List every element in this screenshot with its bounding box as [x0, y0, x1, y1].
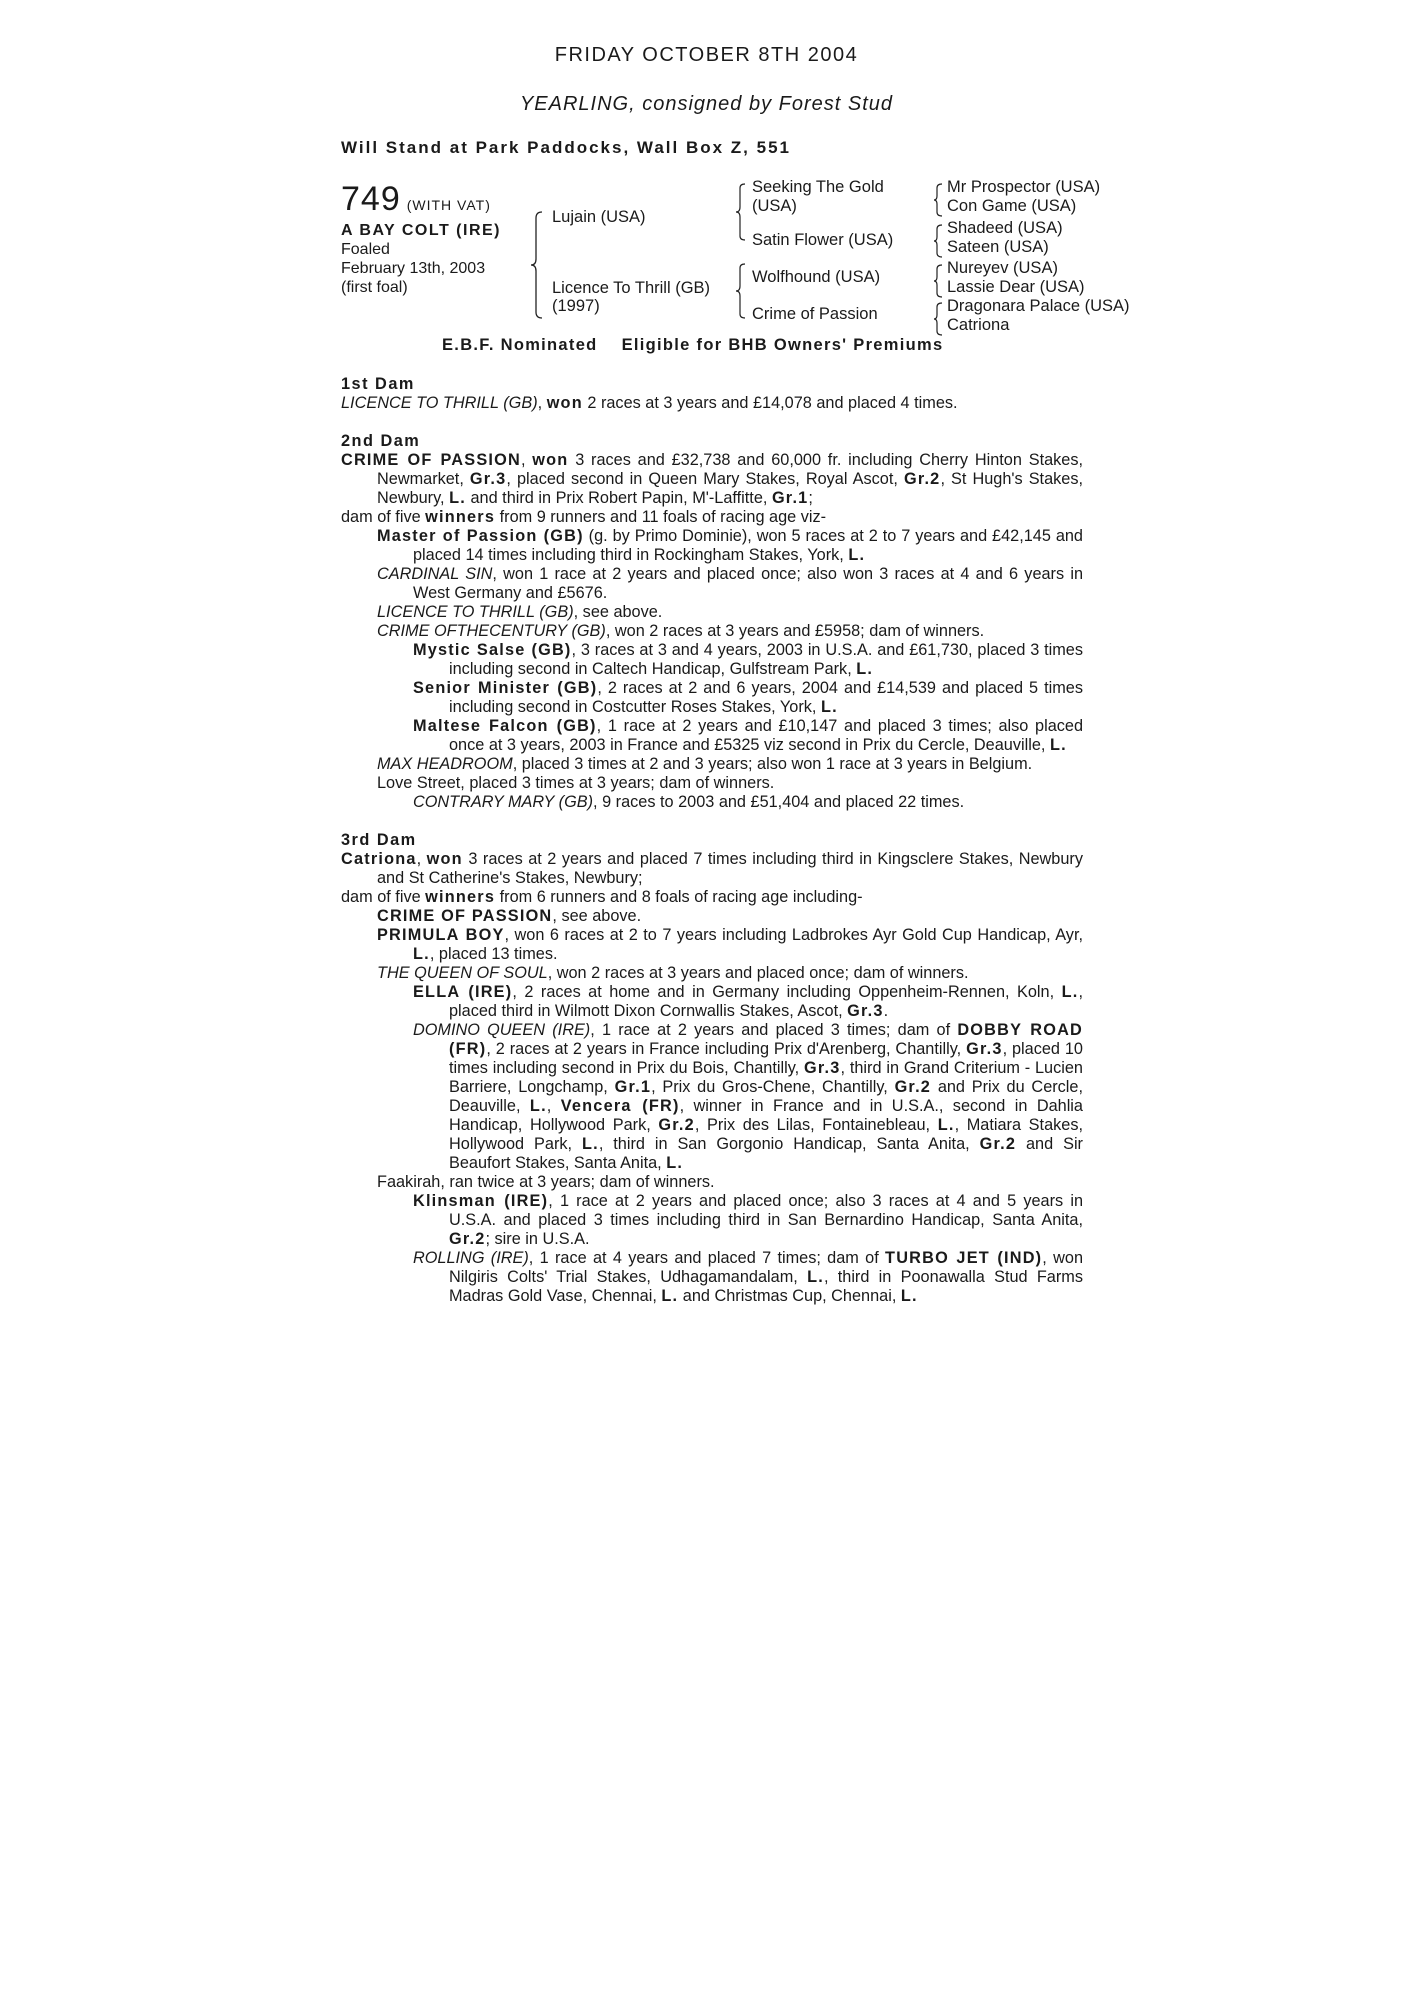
lot-number-line: [341, 180, 491, 219]
brace-dam-icon: [735, 262, 747, 320]
produce-mystic-salse: Mystic Salse (GB), 3 races at 3 and 4 years, 2003 in U.S.A. and £61,730, placed 3 times including second in Caltech Handicap, Gulfstream Park, L.: [413, 641, 1083, 678]
stand-location: Will Stand at Park Paddocks, Wall Box Z, 551: [341, 138, 791, 157]
produce-love-street: Love Street, placed 3 times at 3 years; dam of winners.: [377, 774, 775, 792]
great-grandsire-2: Shadeed (USA): [947, 219, 1063, 237]
brace-g78-icon: [933, 301, 943, 337]
sale-date: FRIDAY OCTOBER 8TH 2004: [554, 44, 859, 66]
third-dam-name: Catriona: [341, 850, 417, 868]
produce-crime-of-passion: CRIME OF PASSION, see above.: [377, 907, 642, 925]
second-dam-heading: 2nd Dam: [341, 432, 421, 450]
produce-rolling: ROLLING (IRE), 1 race at 4 years and placed 7 times; dam of TURBO JET (IND), won Nilgiris Colts' Trial Stakes, Udhagamandalam, L., third in Poonawalla Stud Farms Madras Gold Vase, Chennai, L. and Christmas Cup, Chennai, L.: [413, 1249, 1083, 1305]
sire-sire-name: Seeking The Gold: [752, 178, 884, 196]
produce-maltese-falcon: Maltese Falcon (GB), 1 race at 2 years and £10,147 and placed 3 times; also placed once at 3 years, 2003 in France and £5325 viz second in Prix du Cercle, Deauville, L.: [413, 717, 1083, 754]
produce-faakirah: Faakirah, ran twice at 3 years; dam of winners.: [377, 1173, 715, 1191]
produce-master-of-passion: Master of Passion (GB) (g. by Primo Dominie), won 5 races at 2 to 7 years and £42,145 and placed 14 times including third in Rockingham Stakes, York, L.: [377, 527, 1083, 564]
dam-name: Licence To Thrill (GB): [552, 279, 711, 297]
produce-the-queen-of-soul: THE QUEEN OF SOUL, won 2 races at 3 years and placed once; dam of winners.: [377, 964, 969, 982]
first-dam-entry: LICENCE TO THRILL (GB), won 2 races at 3 years and £14,078 and placed 4 times.: [341, 394, 958, 412]
produce-klinsman: Klinsman (IRE), 1 race at 2 years and placed once; also 3 races at 4 and 5 years in U.S.A. and placed 3 times including third in San Bernardino Handicap, Santa Anita, Gr.2; sire in U.S.A.: [413, 1192, 1083, 1248]
brace-g56-icon: [933, 263, 943, 299]
produce-licence-to-thrill: LICENCE TO THRILL (GB), see above.: [377, 603, 663, 621]
eligibility-line: [442, 336, 943, 355]
produce-domino-queen: DOMINO QUEEN (IRE), 1 race at 2 years and placed 3 times; dam of DOBBY ROAD (FR), 2 races at 2 years in France including Prix d'Arenberg, Chantilly, Gr.3, placed 10 times including second in Prix du Bois, Chantilly, Gr.3, third in Grand Criterium - Lucien Barriere, Longchamp, Gr.1, Prix du Gros-Chene, Chantilly, Gr.2 and Prix du Cercle, Deauville, L., Vencera (FR), winner in France and in U.S.A., second in Dahlia Handicap, Hollywood Park, Gr.2, Prix des Lilas, Fontainebleau, L., Matiara Stakes, Hollywood Park, L., third in San Gorgonio Handicap, Santa Anita, Gr.2 and Sir Beaufort Stakes, Santa Anita, L.: [413, 1021, 1084, 1172]
brace-sire-icon: [735, 182, 747, 242]
dam-sire-name: Wolfhound (USA): [752, 268, 881, 286]
great-grandsire-3: Nureyev (USA): [947, 259, 1058, 277]
great-granddam-2: Sateen (USA): [947, 238, 1049, 256]
great-grandsire-4: Dragonara Palace (USA): [947, 297, 1130, 315]
second-dam-name: CRIME OF PASSION: [341, 451, 521, 469]
produce-primula-boy: PRIMULA BOY, won 6 races at 2 to 7 years including Ladbrokes Ayr Gold Cup Handicap, Ayr, L., placed 13 times.: [377, 926, 1083, 963]
dam-dam-name: Crime of Passion: [752, 305, 878, 323]
catalogue-body: [341, 375, 1083, 1306]
bhb-eligible: Eligible for BHB Owners' Premiums: [621, 336, 944, 354]
third-dam-heading: 3rd Dam: [341, 831, 417, 849]
dam-year: (1997): [552, 297, 600, 315]
great-granddam-4: Catriona: [947, 316, 1010, 334]
produce-senior-minister: Senior Minister (GB), 2 races at 2 and 6 years, 2004 and £14,539 and placed 5 times including second in Costcutter Roses Stakes, York, L.: [413, 679, 1083, 716]
great-grandsire-1: Mr Prospector (USA): [947, 178, 1101, 196]
sire-sire-country: (USA): [752, 197, 797, 215]
produce-cardinal-sin: CARDINAL SIN, won 1 race at 2 years and placed once; also won 3 races at 4 and 6 years in West Germany and £5676.: [377, 565, 1084, 602]
produce-contrary-mary: CONTRARY MARY (GB), 9 races to 2003 and £51,404 and placed 22 times.: [413, 793, 965, 811]
great-granddam-3: Lassie Dear (USA): [947, 278, 1085, 296]
foal-order: (first foal): [341, 279, 408, 296]
horse-description: A BAY COLT (IRE): [341, 222, 502, 239]
second-dam-produce-summary: dam of five winners from 9 runners and 11 foals of racing age viz-: [341, 508, 827, 526]
consignment-line: YEARLING, consigned by Forest Stud: [519, 93, 894, 115]
third-dam-produce-summary: dam of five winners from 6 runners and 8 foals of racing age including-: [341, 888, 863, 906]
brace-main-icon: [530, 210, 544, 320]
first-dam-name: LICENCE TO THRILL (GB): [341, 394, 538, 412]
second-dam-entry: CRIME OF PASSION, won 3 races and £32,738 and 60,000 fr. including Cherry Hinton Stakes, Newmarket, Gr.3, placed second in Queen Mary Stakes, Royal Ascot, Gr.2, St Hugh's Stakes, Newbury, L. and third in Prix Robert Papin, M'-Laffitte, Gr.1;: [341, 451, 1084, 507]
vat-note: (WITH VAT): [406, 197, 491, 213]
sire-name: Lujain (USA): [552, 208, 646, 226]
produce-crime-of-the-century: CRIME OFTHECENTURY (GB), won 2 races at 3 years and £5958; dam of winners.: [377, 622, 985, 640]
sire-dam-name: Satin Flower (USA): [752, 231, 894, 249]
great-granddam-1: Con Game (USA): [947, 197, 1077, 215]
third-dam-entry: Catriona, won 3 races at 2 years and placed 7 times including third in Kingsclere Stakes, Newbury and St Catherine's Stakes, Newbury;: [341, 850, 1083, 887]
ebf-nominated: E.B.F. Nominated: [442, 336, 598, 354]
first-dam-heading: 1st Dam: [341, 375, 415, 393]
brace-g12-icon: [933, 182, 943, 218]
foaled-date: February 13th, 2003: [341, 260, 486, 277]
foaled-label: Foaled: [341, 241, 390, 258]
foaled-info: [341, 240, 485, 297]
produce-max-headroom: MAX HEADROOM, placed 3 times at 2 and 3 years; also won 1 race at 3 years in Belgium.: [377, 755, 1033, 773]
brace-g34-icon: [933, 223, 943, 259]
lot-number: 749: [341, 180, 401, 218]
produce-ella: ELLA (IRE), 2 races at home and in Germany including Oppenheim-Rennen, Koln, L., placed third in Wilmott Dixon Cornwallis Stakes, Ascot, Gr.3.: [413, 983, 1083, 1020]
